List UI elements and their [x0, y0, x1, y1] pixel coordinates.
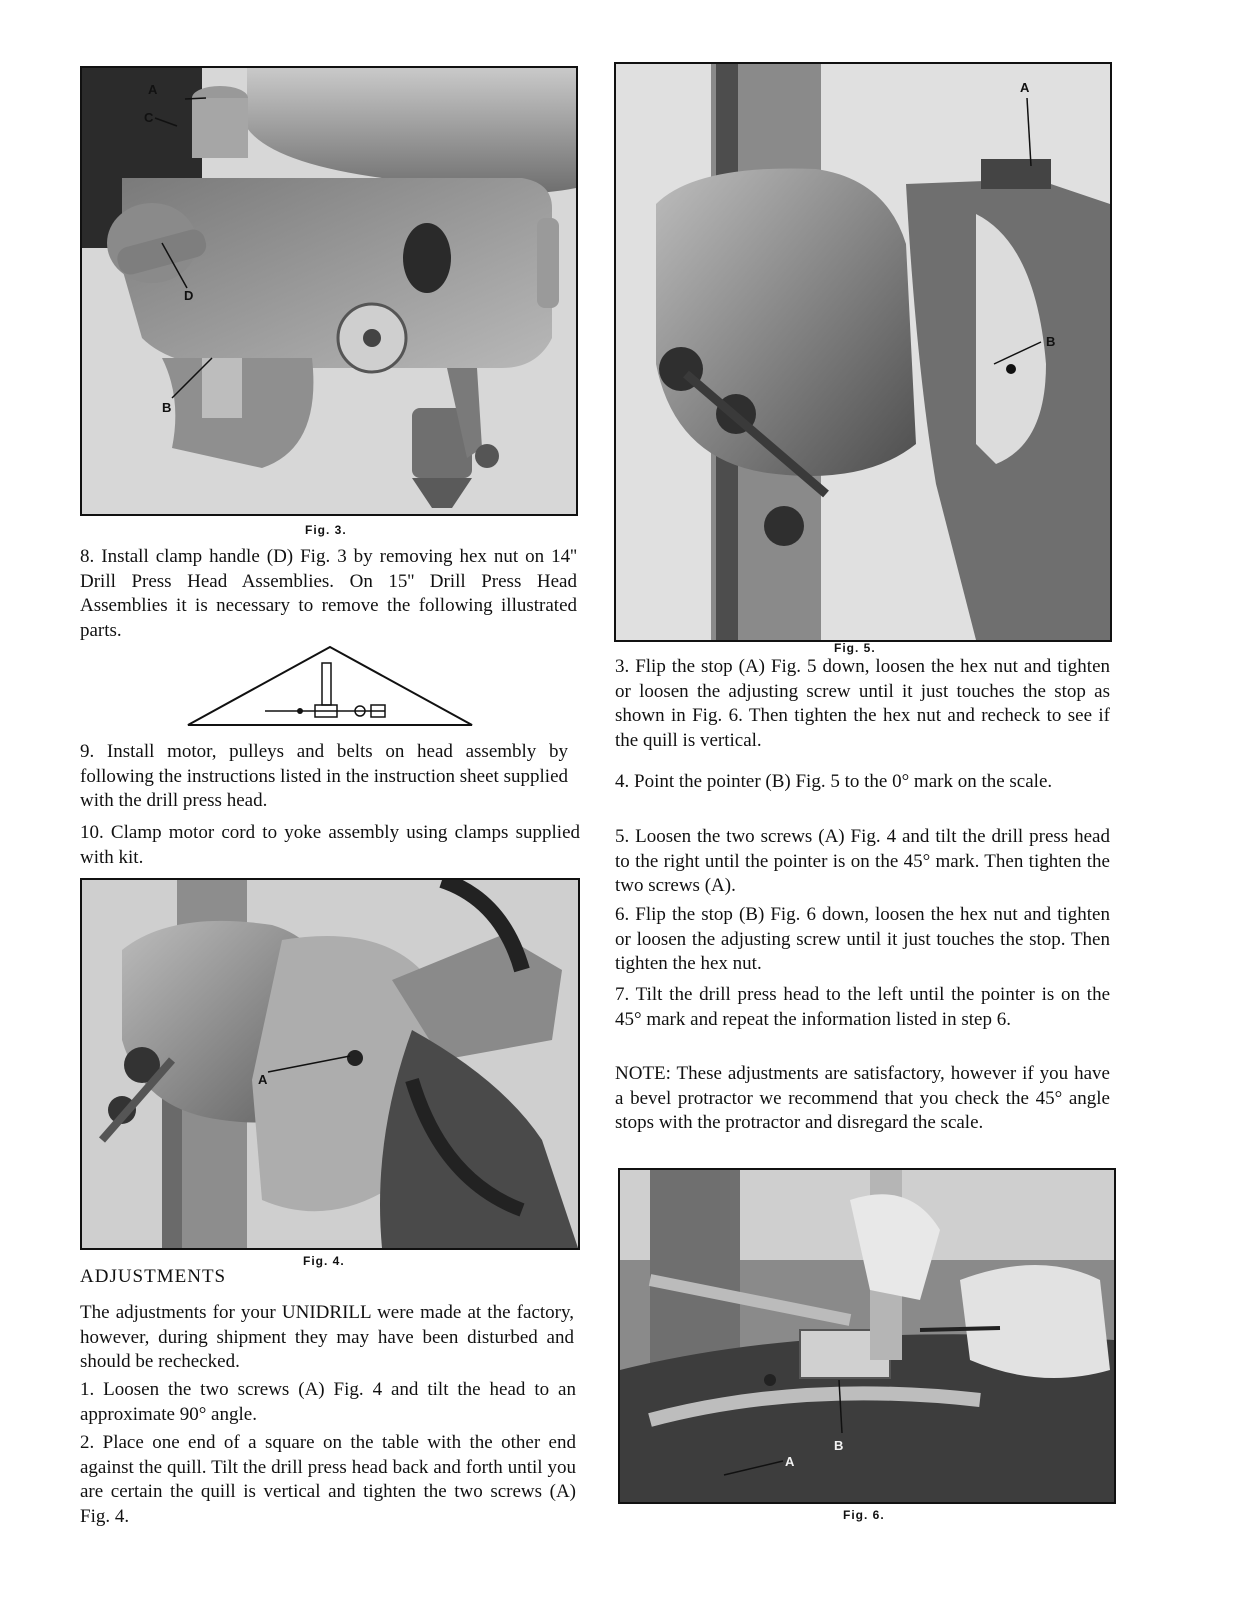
fig3-label-d: D	[184, 288, 194, 303]
adjustments-intro: The adjustments for your UNIDRILL were made at the factory, however, during shipment they may have been disturbed and should be rechecked.	[80, 1302, 574, 1372]
fig4-photo	[80, 878, 580, 1250]
adjustment-1-text: 1. Loosen the two screws (A) Fig. 4 and tilt the head to an approximate 90° angle.	[80, 1379, 576, 1425]
fig3-photo	[80, 66, 578, 516]
fig3-label-b: B	[162, 400, 172, 415]
fig4-caption: Fig. 4.	[303, 1254, 345, 1268]
adjustment-4-text: 4. Point the pointer (B) Fig. 5 to the 0° mark on the scale.	[615, 771, 1053, 792]
note-text: NOTE: These adjustments are satisfactory, however if you have a bevel protractor we recommend that you check the 45° angle stops with the protractor and disregard the scale.	[615, 1063, 1110, 1133]
adjustment-3-text: 3. Flip the stop (A) Fig. 5 down, loosen the hex nut and tighten or loosen the adjusting screw until it just touches the stop as shown in Fig. 6. Then tighten the hex nut and recheck to see if the quill is vertical.	[615, 656, 1110, 751]
fig5-label-a: A	[1020, 80, 1030, 95]
adjustments-heading: ADJUSTMENTS	[80, 1266, 227, 1287]
fig3-label-a: A	[148, 82, 158, 97]
fig3-caption: Fig. 3.	[305, 523, 347, 537]
fig5-photo	[614, 62, 1112, 642]
adjustment-2-text: 2. Place one end of a square on the table with the other end against the quill. Tilt the drill press head back and forth until you are certain the quill is vertical and tighten the two screws (A) Fig. 4.	[80, 1432, 576, 1527]
adjustment-5-text: 5. Loosen the two screws (A) Fig. 4 and tilt the drill press head to the right until the pointer is on the 45° mark. Then tighten the two screws (A).	[615, 826, 1110, 896]
fig5-caption: Fig. 5.	[834, 641, 876, 655]
fig3-label-c: C	[144, 110, 154, 125]
fig6-label-a: A	[785, 1454, 795, 1469]
fig5-label-b: B	[1046, 334, 1056, 349]
fig6-caption: Fig. 6.	[843, 1508, 885, 1522]
parts-diagram	[185, 645, 475, 727]
adjustment-6-text: 6. Flip the stop (B) Fig. 6 down, loosen the hex nut and tighten or loosen the adjusting screw until it just touches the stop. Then tighten the hex nut.	[615, 904, 1110, 974]
step-8-text: 8. Install clamp handle (D) Fig. 3 by removing hex nut on 14'' Drill Press Head Assemblies. On 15'' Drill Press Head Assemblies it is necessary to remove the following illustrated parts.	[80, 546, 577, 641]
fig6-label-b: B	[834, 1438, 844, 1453]
fig4-label-a: A	[258, 1072, 268, 1087]
fig6-photo	[618, 1168, 1116, 1504]
step-10-text: 10. Clamp motor cord to yoke assembly using clamps supplied with kit.	[80, 822, 580, 868]
adjustment-7-text: 7. Tilt the drill press head to the left until the pointer is on the 45° mark and repeat the information listed in step 6.	[615, 984, 1110, 1030]
step-9-text: 9. Install motor, pulleys and belts on head assembly by following the instructions listed in the instruction sheet supplied with the drill press head.	[80, 741, 568, 811]
